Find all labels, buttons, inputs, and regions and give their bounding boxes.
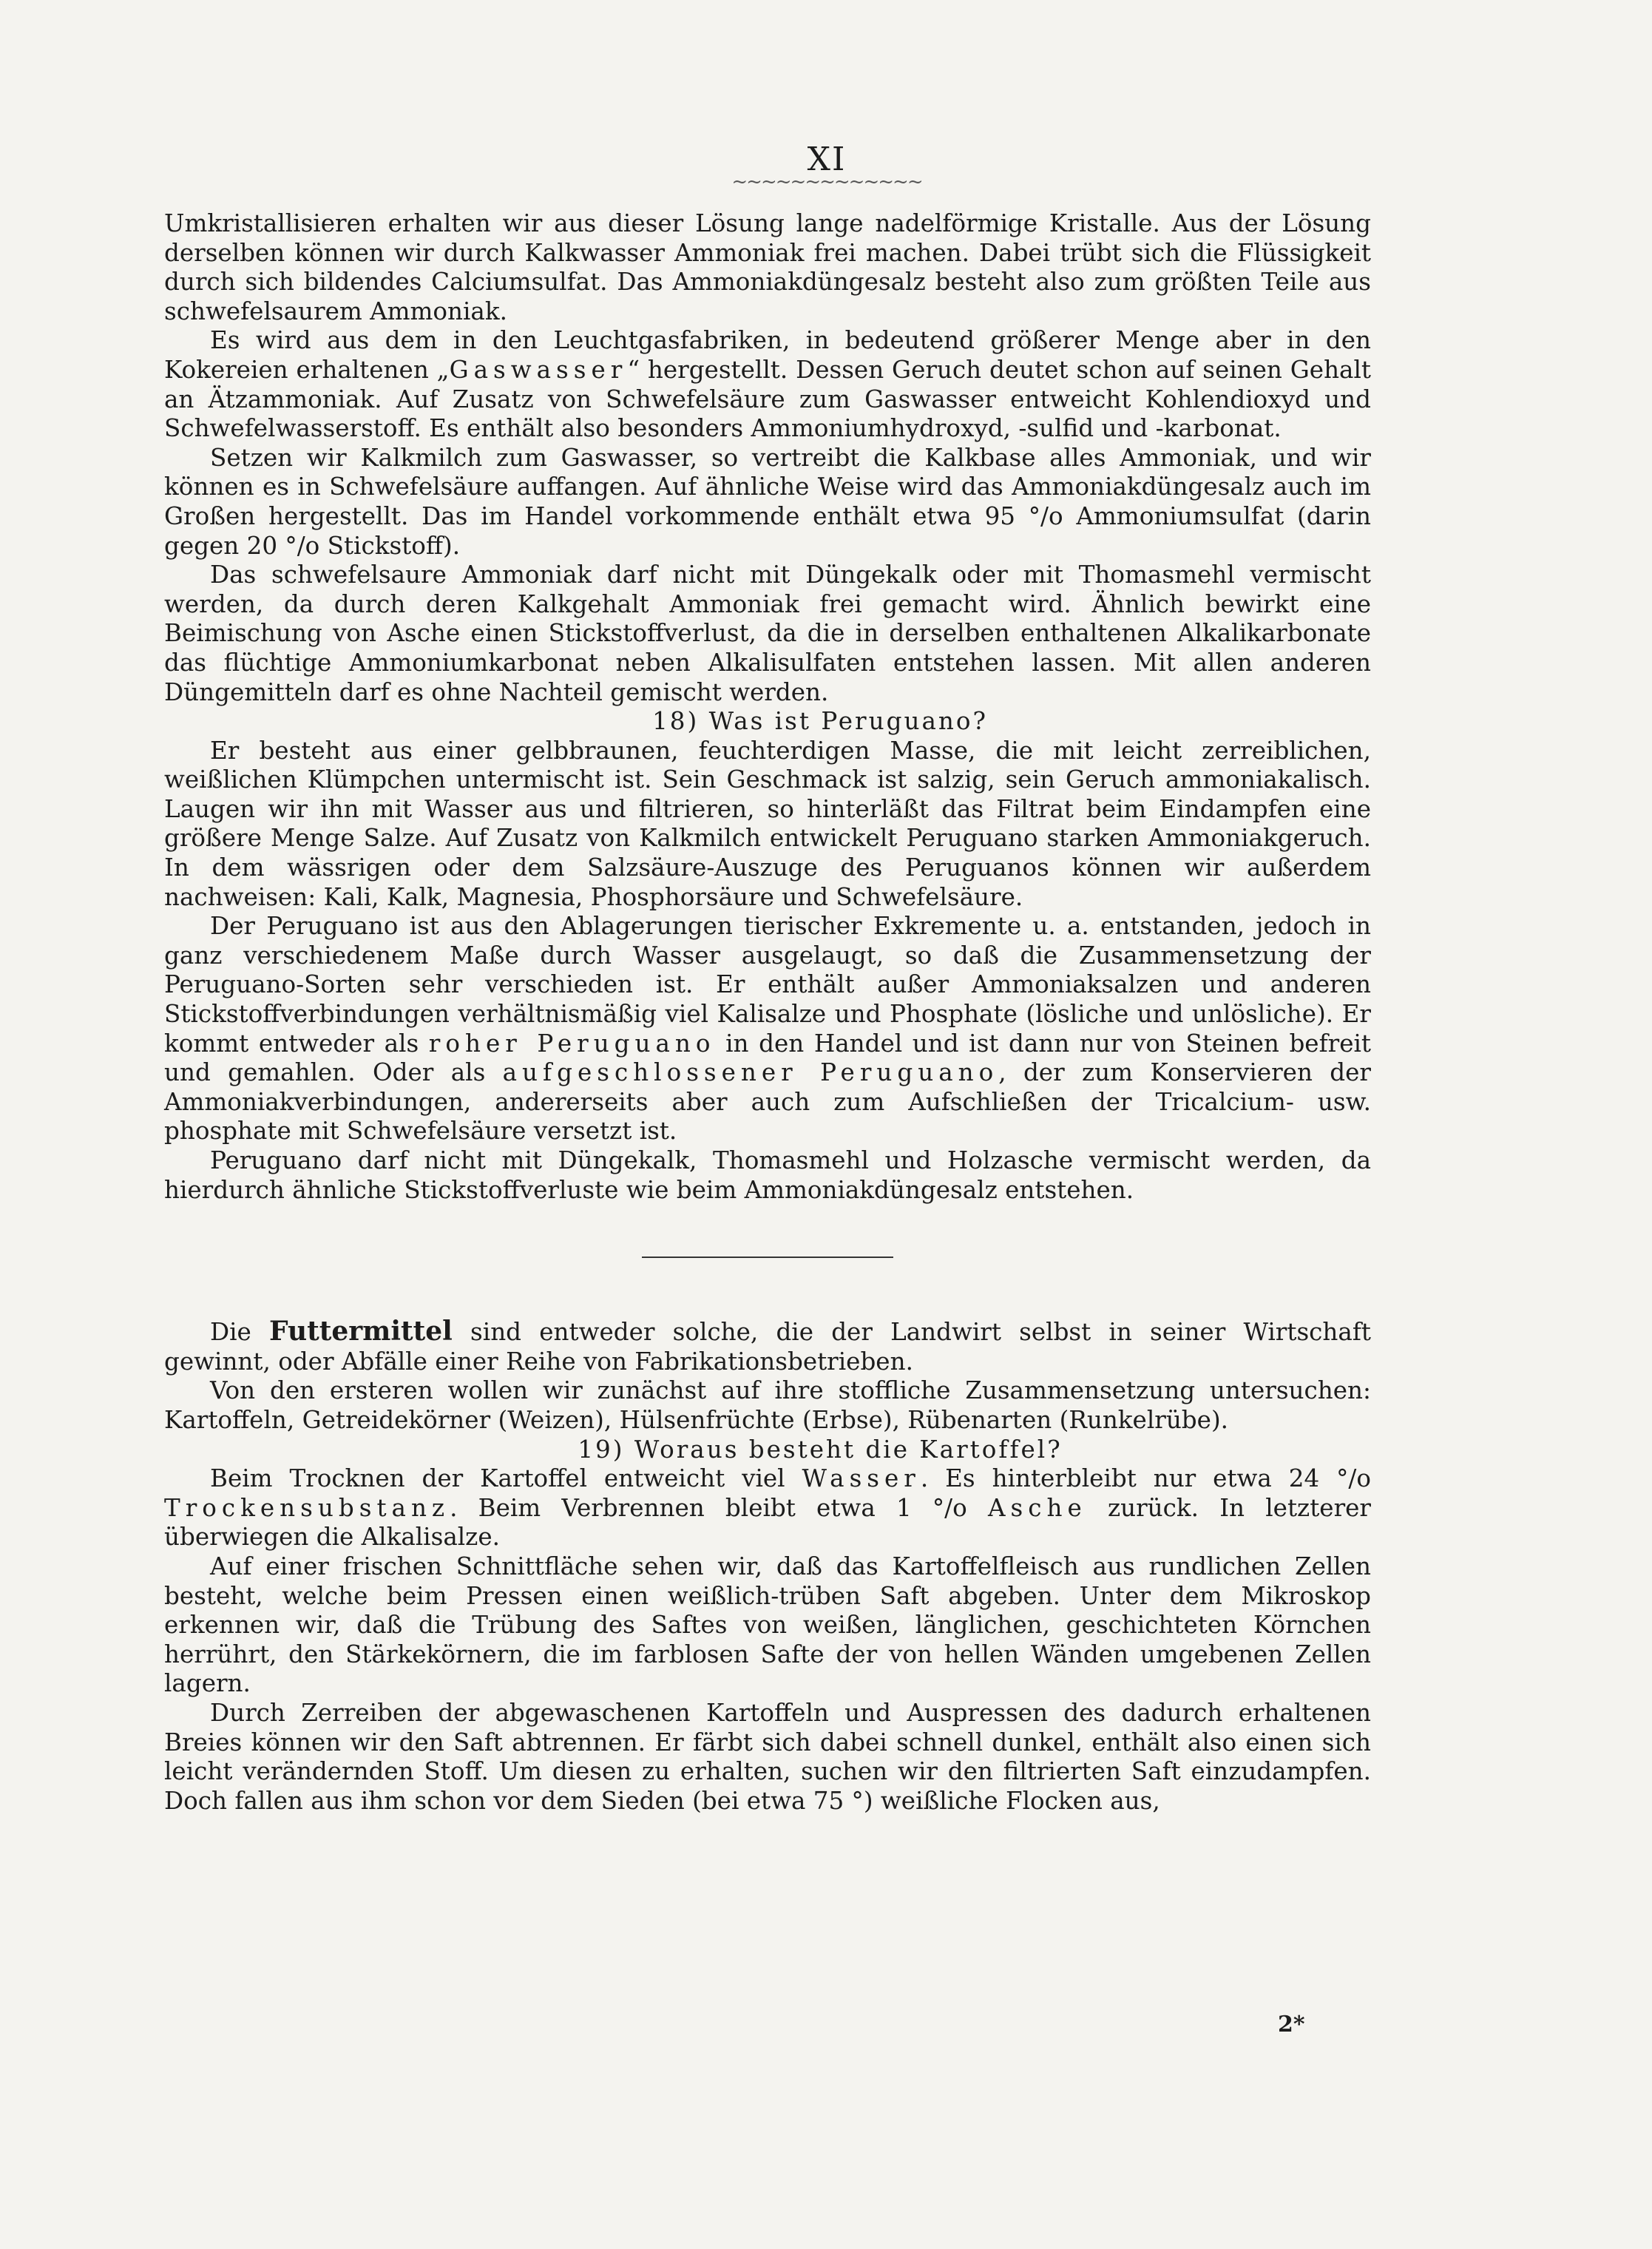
page-number: XI (807, 141, 847, 178)
spaced-term: roher Peruguano (428, 1029, 716, 1058)
spaced-term: Gaswasser (449, 355, 628, 384)
paragraph: Die Futtermittel sind entweder solche, die der Landwirt selbst in seiner Wirtschaft gewinnt, oder Abfälle einer Reihe von Fabrikationsbetrieben. (164, 1316, 1371, 1376)
bold-term: Futtermittel (269, 1316, 453, 1347)
paragraph: Das schwefelsaure Ammoniak darf nicht mit Düngekalk oder mit Thomasmehl vermischt werden, da durch deren Kalkgehalt Ammoniak frei gemacht wird. Ähnlich bewirkt eine Beimischung von Asche einen Stickstoffverlust, da die in derselben enthaltenen Alkalikarbonate das flüchtige Ammoniumkarbonat neben Alkalisulfaten entstehen lassen. Mit allen anderen Düngemitteln darf es ohne Nachteil gemischt werden. (164, 561, 1371, 706)
header-ornament: ~~~~~~~~~~~~~ (731, 171, 922, 193)
paragraph: Umkristallisieren erhalten wir aus dieser Lösung lange nadelförmige Kristalle. Aus der Lösung derselben können wir durch Kalkwasser Ammoniak frei machen. Dabei trübt sich die Flüssigkeit durch sich bildendes Calciumsulfat. Das Ammoniakdüngesalz besteht also zum größten Teile aus schwefelsaurem Ammoniak. (164, 209, 1371, 325)
paragraph: Der Peruguano ist aus den Ablagerungen tierischer Exkremente u. a. entstanden, jedoch in ganz verschiedenem Maße durch Wasser ausgelaugt, so daß die Zusammensetzung der Peruguano-Sorten sehr verschieden ist. Er enthält außer Ammoniaksalzen und anderen Stickstoffverbindungen verhältnismäßig viel Kalisalze und Phosphate (lösliche und unlösliche). Er kommt entweder als roher Peruguano in den Handel und ist dann nur von Steinen befreit und gemahlen. Oder als aufgeschlossener Peruguano, der zum Konservieren der Ammoniakverbindungen, andererseits aber auch zum Aufschließen der Tricalcium- usw. phosphate mit Schwefelsäure versetzt ist. (164, 912, 1371, 1146)
question-heading: 18) Was ist Peruguano? (652, 707, 988, 736)
paragraph: Setzen wir Kalkmilch zum Gaswasser, so vertreibt die Kalkbase alles Ammoniak, und wir können es in Schwefelsäure auffangen. Auf ähnliche Weise wird das Ammoniakdüngesalz auch im Großen hergestellt. Das im Handel vorkommende enthält etwa 95 °/o Ammoniumsulfat (darin gegen 20 °/o Stickstoff). (164, 443, 1371, 560)
paragraph: Auf einer frischen Schnittfläche sehen wir, daß das Kartoffelfleisch aus rundlichen Zellen besteht, welche beim Pressen einen weißlich-trüben Saft abgeben. Unter dem Mikroskop erkennen wir, daß die Trübung des Saftes von weißen, länglichen, geschichteten Körnchen herrührt, den Stärkekörnern, die im farblosen Safte der von hellen Wänden umgebenen Zellen lagern. (164, 1552, 1371, 1698)
spaced-term: Wasser (802, 1464, 921, 1493)
spaced-term: Trockensubstanz (164, 1493, 450, 1522)
paragraph: Peruguano darf nicht mit Düngekalk, Thomasmehl und Holzasche vermischt werden, da hierdurch ähnliche Stickstoffverluste wie beim Ammoniakdüngesalz entstehen. (164, 1146, 1371, 1204)
paragraph: Durch Zerreiben der abgewaschenen Kartoffeln und Auspressen des dadurch erhaltenen Breies können wir den Saft abtrennen. Er färbt sich dabei schnell dunkel, enthält also einen sich leicht verändernden Stoff. Um diesen zu erhalten, suchen wir den filtrierten Saft einzudampfen. Doch fallen aus ihm schon vor dem Sieden (bei etwa 75 °) weißliche Flocken aus, (164, 1698, 1371, 1815)
spaced-term: aufgeschlossener Peruguano (502, 1058, 999, 1087)
paragraph: Er besteht aus einer gelbbraunen, feuchterdigen Masse, die mit leicht zerreiblichen, weißlichen Klümpchen untermischt ist. Sein Geschmack ist salzig, sein Geruch ammoniakalisch. Laugen wir ihn mit Wasser aus und filtrieren, so hinterläßt das Filtrat beim Eindampfen eine größere Menge Salze. Auf Zusatz von Kalkmilch entwickelt Peruguano starken Ammoniakgeruch. In dem wässrigen oder dem Salzsäure-Auszuge des Peruguanos können wir außerdem nachweisen: Kali, Kalk, Magnesia, Phosphorsäure und Schwefelsäure. (164, 736, 1371, 911)
paragraph: Beim Trocknen der Kartoffel entweicht viel Wasser. Es hinterbleibt nur etwa 24 °/o Trockensubstanz. Beim Verbrennen bleibt etwa 1 °/o Asche zurück. In letzterer überwiegen die Alkalisalze. (164, 1464, 1371, 1552)
section-divider (642, 1257, 893, 1258)
paragraph: Von den ersteren wollen wir zunächst auf ihre stoffliche Zusammensetzung untersuchen: Kartoffeln, Getreidekörner (Weizen), Hülsenfrüchte (Erbse), Rübenarten (Runkelrübe). (164, 1376, 1371, 1434)
paragraph: Es wird aus dem in den Leuchtgasfabriken, in bedeutend größerer Menge aber in den Kokereien erhaltenen „Gaswasser“ hergestellt. Dessen Geruch deutet schon auf seinen Gehalt an Ätzammoniak. Auf Zusatz von Schwefelsäure zum Gaswasser entweicht Kohlendioxyd und Schwefelwasserstoff. Es enthält also besonders Ammoniumhydroxyd, -sulfid und -karbonat. (164, 326, 1371, 443)
question-heading: 19) Woraus besteht die Kartoffel? (578, 1435, 1063, 1464)
body-text (164, 209, 1371, 1816)
signature-mark: 2* (1278, 2012, 1305, 2037)
spaced-term: Asche (987, 1493, 1087, 1522)
